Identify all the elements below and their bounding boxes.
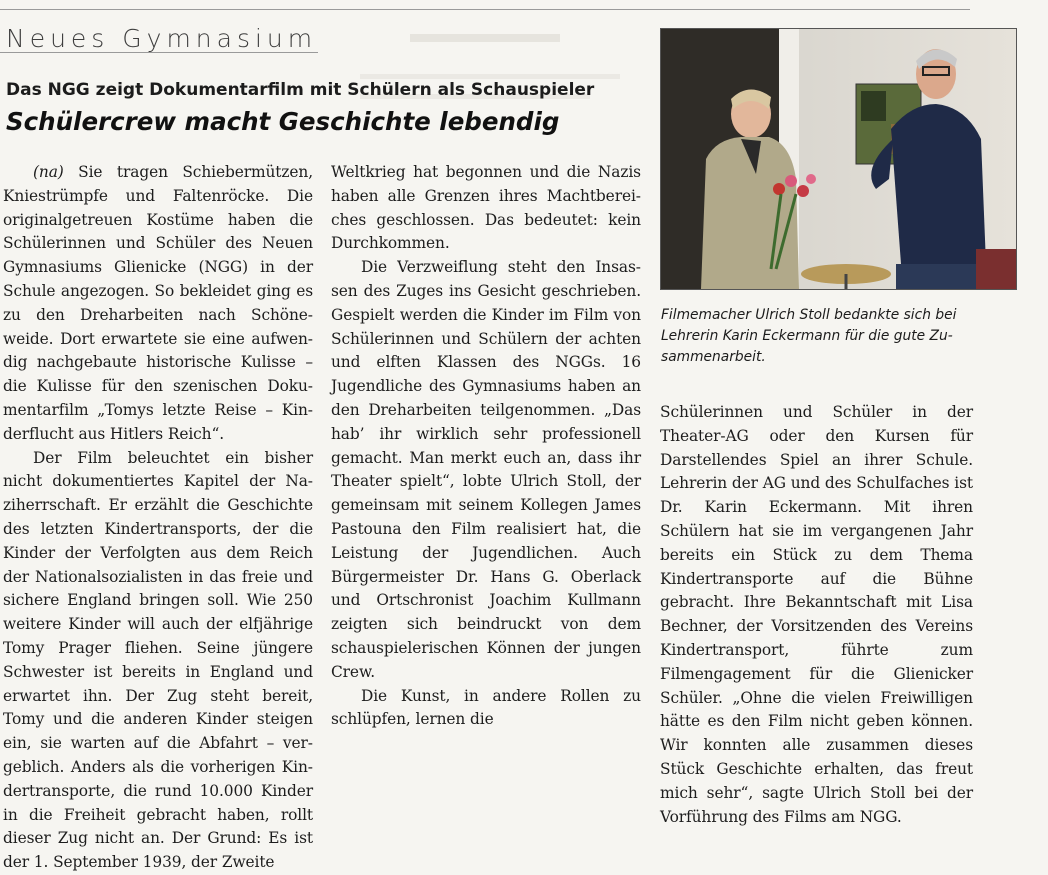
headline: Schülercrew macht Geschichte lebendig: [6, 107, 560, 136]
paragraph-1: [3, 161, 313, 447]
paragraph-4-text-b: Schülerinnen und Schüler in der Theater-AG oder den Kursen für Darstellendes Spiel an ihrer Schule. Lehrerin der AG und des Schulfaches ist Dr. Karin Eckermann. Mit ihren Schülern hat sie im vergangenen Jahr bereits ein Stück zu dem Thema Kindertransporte auf die Bühne gebracht. Ihre Bekanntschaft mit Lisa Bechner, der Vorsitzenden des Vereins Kindertransport, führte zum Filmengagement für die Glienicker Schüler. „Ohne die vielen Freiwilligen hätte es den Film nicht geben können. Wir konnten alle zusammen dieses Stück Geschichte erhalten, das freut mich sehr“, sagte Ulrich Stoll bei der Vorführung des Films am NGG.: [660, 403, 973, 826]
section-title: Neues Gymnasium: [6, 24, 318, 53]
paragraph-4-start: [331, 685, 641, 733]
paragraph-2-text-a: Der Film beleuchtet ein bisher nicht dokumentiertes Kapitel der Naziherrschaft. Er erzählt die Geschichte des letzten Kindertransports, der die Kinder der Verfolgten aus dem Reich der Nationalsozialisten in das freie und sichere England bringen soll. Wie 250 weitere Kinder will auch der elfjährige Tomy Prager fliehen. Seine jüngere Schwester ist bereits in England und erwartet ihn. Der Zug steht bereit, Tomy und die anderen Kinder steigen ein, sie warten auf die Abfahrt – vergeblich. Anders als die vorherigen Kindertransporte, die rund 10.000 Kinder in die Freiheit gebracht haben, rollt dieser Zug nicht an. Der Grund: Es ist der 1. September 1939, der Zweite: [3, 448, 313, 872]
column-1: [3, 161, 313, 875]
section-rule: [0, 52, 318, 53]
paragraph-2-start: [3, 447, 313, 875]
author-tag: (na): [33, 163, 64, 181]
paragraph-4-cont: [660, 401, 973, 829]
top-rule: [0, 9, 970, 10]
paragraph-2-text-b: Weltkrieg hat begonnen und die Nazis haben alle Grenzen ihres Machtbereiches geschlossen. Das bedeutet: kein Durchkommen.: [331, 163, 641, 253]
article-photo: [660, 28, 1017, 290]
paragraph-3-text: Die Verzweiflung steht den Insassen des Zuges ins Gesicht geschrieben. Gespielt werden die Kinder im Film von Schülerinnen und Schülern der achten und elften Klassen des NGGs. 16 Jugendliche des Gymnasiums haben an den Dreharbeiten teilgenommen. „Das hab’ ihr wirklich sehr professionell gemacht. Man merkt euch an, dass ihr Theater spielt“, lobte Ulrich Stoll, der gemeinsam mit seinem Kollegen James Pastouna den Film realisiert hat, die Leistung der Jugendlichen. Auch Bürgermeister Dr. Hans G. Oberlack und Ortschronist Joachim Kullmann zeigten sich beindruckt von dem schauspielerischen Können der jungen Crew.: [331, 258, 641, 681]
kicker: Das NGG zeigt Dokumentarfilm mit Schülern als Schauspieler: [6, 80, 595, 100]
column-2: [331, 161, 641, 732]
paragraph-3: [331, 256, 641, 684]
paragraph-4-text-a: Die Kunst, in andere Rollen zu schlüpfen, lernen die: [331, 686, 641, 729]
paragraph-2-cont: [331, 161, 641, 256]
column-3: [660, 401, 973, 829]
paragraph-1-text: Sie tragen Schiebermützen, Kniestrümpfe und Faltenröcke. Die originalgetreuen Kostüme haben die Schülerinnen und Schüler des Neuen Gymnasiums Glienicke (NGG) in der Schule angezogen. So bekleidet ging es zu den Dreharbeiten nach Schöneweide. Dort erwartete sie eine aufwendig nachgebaute historische Kulisse – die Kulisse für den szenischen Dokumentarfilm „Tomys letzte Reise – Kinderflucht aus Hitlers Reich“.: [3, 163, 313, 443]
photo-caption: [661, 305, 981, 368]
photo-illustration: [661, 29, 1016, 289]
photo-caption-text: Filmemacher Ulrich Stoll bedankte sich bei Lehrerin Karin Eckermann für die gute Zusammenarbeit.: [661, 307, 957, 365]
